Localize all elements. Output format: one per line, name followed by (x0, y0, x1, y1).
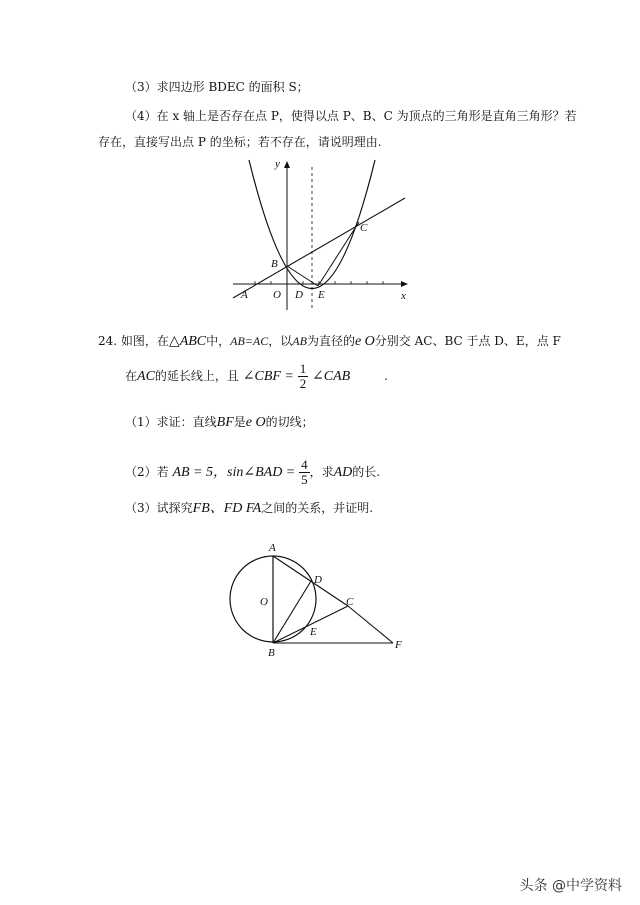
circle-geometry-figure (222, 535, 412, 660)
label-x: x (401, 290, 406, 302)
q24-fraction-four-fifths: $\frac{4}{5}$ (301, 457, 308, 487)
q24-ab: AB (292, 334, 307, 348)
label-y: y (275, 158, 280, 170)
q24-text: 中， (206, 334, 231, 348)
label-f2: F (395, 639, 402, 651)
q24-text: ，以 (268, 334, 293, 348)
label-o2: O (260, 596, 268, 608)
q24-angle-cab: ∠CAB (312, 369, 351, 384)
q24-circle-o: e O (354, 334, 375, 349)
parabola-graph (225, 155, 415, 315)
q24-triangle: △ABC (168, 334, 207, 349)
x-axis-arrow (401, 281, 408, 287)
q24-fraction-half: $\frac{1}{2}$ (299, 361, 307, 391)
label-d2: D (314, 574, 322, 586)
q24-fb-fd-fa: FB、FD FA (192, 501, 262, 516)
q24-line2 (125, 356, 388, 396)
label-a: A (241, 289, 248, 301)
q24-text: 在 (125, 369, 138, 383)
q24-text: 分别交 AC、BC 于点 D、E，点 F (374, 334, 561, 348)
q23-part4-line2: 存在，直接写出点 P 的坐标；若不存在，请说明理由. (98, 135, 382, 149)
segment-ec (318, 222, 359, 286)
y-axis-arrow (284, 161, 290, 168)
q24-part3: （3）试探究FB、FD FA之间的关系，并证明. (125, 501, 374, 516)
q23-part4-line1: （4）在 x 轴上是否存在点 P，使得以点 P、B、C 为顶点的三角形是直角三角形？若 (125, 109, 577, 123)
label-o: O (273, 289, 281, 301)
label-b: B (271, 258, 278, 270)
q24-bf: BF (216, 415, 234, 430)
segment-cf (348, 606, 393, 643)
watermark: 头条 @中学资料 (519, 878, 622, 894)
label-e2: E (310, 626, 317, 638)
q24-ac: AC (137, 369, 155, 384)
q24-given: AB = 5，sin∠BAD = (172, 465, 296, 480)
q24-part1: （1）求证：直线BF是e O的切线； (125, 415, 314, 430)
q24-text: 为直径的 (306, 334, 355, 348)
q24-text: 的延长线上，且 (154, 369, 239, 383)
label-c: C (360, 222, 368, 234)
q24-text: 如图，在 (120, 334, 169, 348)
label-d: D (295, 289, 303, 301)
q24-part2: （2）若 AB = 5，sin∠BAD = $\frac{4}{5}$ ，求AD的长. (125, 457, 381, 487)
label-a2: A (269, 542, 276, 554)
q24-period: . (384, 369, 388, 383)
q24-ab-ac: AB=AC (230, 334, 269, 348)
segment-be (287, 266, 318, 286)
label-b2: B (268, 647, 275, 659)
label-e: E (318, 289, 325, 301)
q23-part3: （3）求四边形 BDEC 的面积 S； (125, 80, 309, 94)
q24-angle-cbf: ∠CBF = (242, 369, 294, 384)
q24-circle-o-2: e O (245, 415, 266, 430)
q24-number: 24. (98, 334, 118, 348)
q24-line1 (98, 332, 561, 351)
q24-ad: AD (333, 465, 353, 480)
label-c2: C (346, 596, 354, 608)
